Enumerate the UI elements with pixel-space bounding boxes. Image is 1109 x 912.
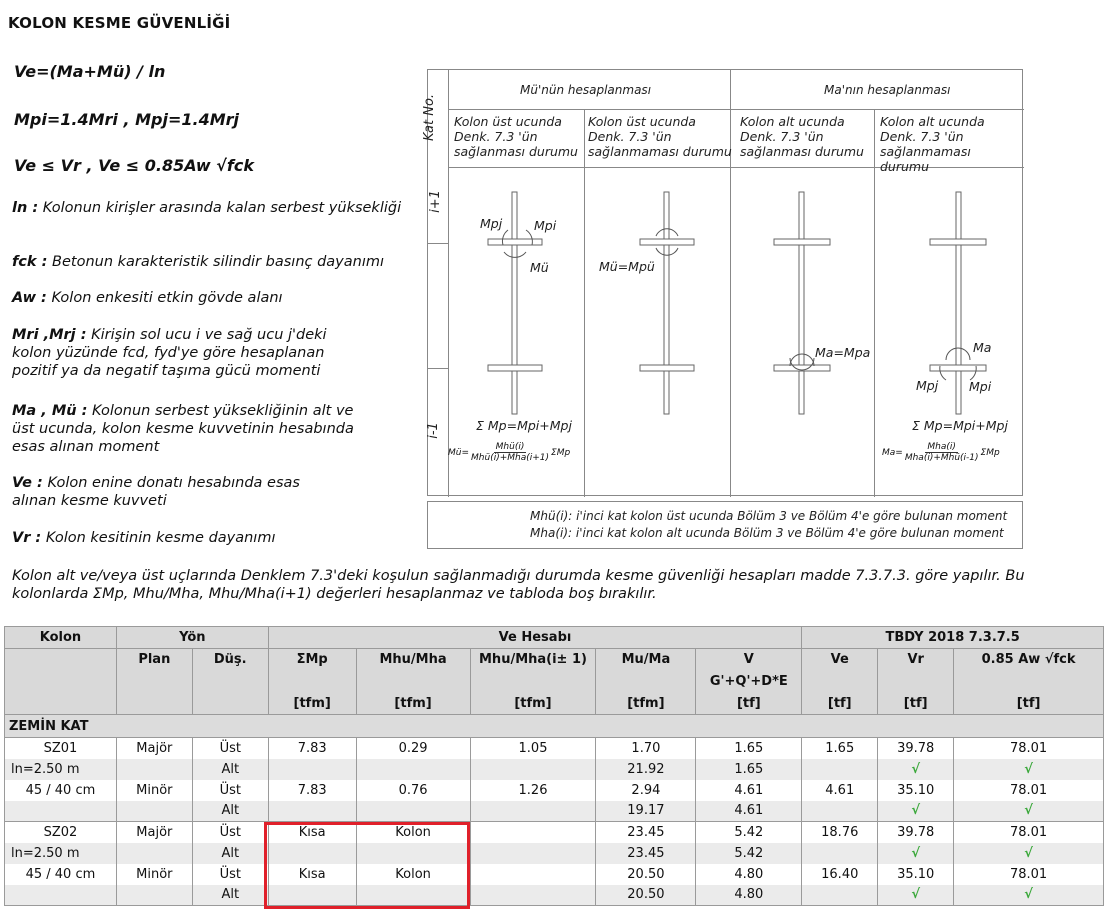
table-cell: Kısa [268, 822, 356, 843]
def-vr: Vr : Kolon kesitinin kesme dayanımı [12, 530, 276, 546]
table-sub-header [5, 649, 1104, 671]
table-cell: 21.92 [596, 759, 696, 780]
table-row [5, 738, 1104, 759]
table-cell: 1.65 [802, 738, 878, 759]
th-vr: Vr [878, 649, 954, 671]
table-cell: Alt [192, 759, 268, 780]
table-cell [470, 885, 596, 906]
table-cell: ln=2.50 m [5, 843, 117, 864]
table-cell: 35.10 [878, 864, 954, 885]
th-kolon: Kolon [5, 627, 117, 649]
table-cell: 4.61 [696, 801, 802, 822]
th-plan: Plan [116, 649, 192, 671]
table-cell: √ [954, 801, 1104, 822]
table-cell: 2.94 [596, 780, 696, 801]
th-yon: Yön [116, 627, 268, 649]
formula-vr: Ve ≤ Vr , Ve ≤ 0.85Aw √fck [14, 156, 254, 175]
table-cell: 23.45 [596, 843, 696, 864]
table-cell: Üst [192, 780, 268, 801]
table-cell: √ [878, 801, 954, 822]
table-cell: √ [954, 843, 1104, 864]
table-cell: 19.17 [596, 801, 696, 822]
table-cell: 1.65 [696, 738, 802, 759]
legend-mha: Mha(i): i'inci kat kolon alt ucunda Bölüm 3 ve Bölüm 4'e göre bulunan moment [530, 526, 1004, 540]
fraction-ma: Ma= Mha(i) Mha(i)+Mhü(i-1) ΣMp [882, 442, 1000, 463]
table-cell: 1.05 [470, 738, 596, 759]
table-row [5, 759, 1104, 780]
unit-vr: [tf] [878, 693, 954, 715]
table-cell: 35.10 [878, 780, 954, 801]
col1-header: Kolon üst ucunda Denk. 7.3 'ün sağlanması durumu [454, 114, 578, 159]
table-cell: Majör [116, 822, 192, 843]
sum-mp-right: Σ Mp=Mpi+Mpj [912, 418, 1008, 433]
row-label-bottom: i-1 [425, 422, 441, 439]
table-cell: 45 / 40 cm [5, 864, 117, 885]
unit-085aw: [tf] [954, 693, 1104, 715]
label-ma: Ma [973, 340, 992, 355]
fraction-mu: Mü= Mhü(i) Mhü(i)+Mha(i+1) ΣMp [448, 442, 571, 463]
th-mhu-mha: Mhu/Mha [356, 649, 470, 671]
table-cell [116, 885, 192, 906]
table-row [5, 801, 1104, 822]
shear-table [4, 626, 1104, 906]
table-cell [470, 822, 596, 843]
label-ma-eq: Ma=Mpa [815, 345, 871, 360]
table-cell: Minör [116, 864, 192, 885]
table-group-header [5, 627, 1104, 649]
table-cell: 18.76 [802, 822, 878, 843]
table-cell: 78.01 [954, 780, 1104, 801]
table-cell: √ [954, 885, 1104, 906]
kat-no-label: Kat No. [422, 93, 438, 142]
def-mr: Mri ,Mrj : Kirişin sol ucu i ve sağ ucu j'deki kolon yüzünde fcd, fyd'ye göre hesaplanan pozitif ya da negatif taşıma gücü momenti [12, 327, 327, 379]
unit-mu: [tfm] [596, 693, 696, 715]
table-cell [470, 843, 596, 864]
table-cell [5, 885, 117, 906]
table-cell [5, 801, 117, 822]
table-cell: 4.61 [802, 780, 878, 801]
unit-smp: [tfm] [268, 693, 356, 715]
table-cell: 78.01 [954, 822, 1104, 843]
table-cell: 1.70 [596, 738, 696, 759]
table-cell: SZ02 [5, 822, 117, 843]
col3-header: Kolon alt ucunda Denk. 7.3 'ün sağlanması durumu [740, 114, 864, 159]
table-cell [470, 864, 596, 885]
th-085aw: 0.85 Aw √fck [954, 649, 1104, 671]
table-cell: 4.80 [696, 864, 802, 885]
section-zemin-kat: ZEMİN KAT [5, 715, 1104, 738]
section-row [5, 715, 1104, 738]
unit-ve: [tf] [802, 693, 878, 715]
table-cell [802, 843, 878, 864]
table-cell: Alt [192, 801, 268, 822]
table-cell: √ [954, 759, 1104, 780]
table-cell [356, 759, 470, 780]
def-ve: Ve : Kolon enine donatı hesabında esas alınan kesme kuvveti [12, 475, 300, 509]
th-tbdy: TBDY 2018 7.3.7.5 [802, 627, 1104, 649]
legend-mhu: Mhü(i): i'inci kat kolon üst ucunda Bölüm 3 ve Bölüm 4'e göre bulunan moment [530, 509, 1008, 523]
table-cell: 39.78 [878, 738, 954, 759]
table-cell: 1.65 [696, 759, 802, 780]
col2-header: Kolon üst ucunda Denk. 7.3 'ün sağlanmaması durumu [588, 114, 732, 159]
table-cell: 39.78 [878, 822, 954, 843]
col4-header: Kolon alt ucunda Denk. 7.3 'ün sağlanmaması durumu [880, 114, 985, 174]
diagram-legend [427, 501, 1023, 549]
table-cell: 16.40 [802, 864, 878, 885]
label-mpi-2: Mpi [969, 379, 992, 394]
table-cell [802, 801, 878, 822]
table-cell: 4.80 [696, 885, 802, 906]
table-cell [116, 801, 192, 822]
table-cell: Alt [192, 843, 268, 864]
table-cell: 4.61 [696, 780, 802, 801]
table-cell: Üst [192, 822, 268, 843]
table-cell: 0.29 [356, 738, 470, 759]
note-paragraph: Kolon alt ve/veya üst uçlarında Denklem 7.3'deki koşulun sağlanmadığı durumda kesme güvenliği hesapları madde 7.3.7.3. göre yapılır. Bu kolonlarda ΣMp, Mhu/Mha, Mhu/Mha(i+1) değerleri hesaplanmaz ve tabloda boş bırakılır. [12, 568, 1025, 602]
table-cell: √ [878, 843, 954, 864]
table-cell: 5.42 [696, 843, 802, 864]
table-body [5, 738, 1104, 906]
table-cell: Kısa [268, 864, 356, 885]
label-mpj: Mpj [480, 216, 503, 231]
th-mu-ma: Mu/Ma [596, 649, 696, 671]
formula-mp: Mpi=1.4Mri , Mpj=1.4Mrj [14, 110, 240, 129]
table-cell: 78.01 [954, 738, 1104, 759]
row-label-top: i+1 [427, 190, 443, 213]
table-row [5, 822, 1104, 843]
def-fck: fck : Betonun karakteristik silindir basınç dayanımı [12, 254, 385, 270]
table-cell: 5.42 [696, 822, 802, 843]
mu-header: Mü'nün hesaplanması [520, 83, 652, 97]
unit-mhu: [tfm] [356, 693, 470, 715]
table-cell: 23.45 [596, 822, 696, 843]
table-cell [268, 759, 356, 780]
table-cell: Minör [116, 780, 192, 801]
table-cell: Kolon [356, 864, 470, 885]
label-mu: Mü [530, 260, 549, 275]
label-mpj-2: Mpj [916, 378, 939, 393]
table-units [5, 693, 1104, 715]
table-cell [470, 759, 596, 780]
table-cell [802, 759, 878, 780]
table-row [5, 864, 1104, 885]
table-cell [802, 885, 878, 906]
table-cell: Üst [192, 738, 268, 759]
table-cell [470, 801, 596, 822]
th-smp: ΣMp [268, 649, 356, 671]
unit-mhu-i1: [tfm] [470, 693, 596, 715]
table-cell: 20.50 [596, 885, 696, 906]
table-cell [356, 801, 470, 822]
ma-header: Ma'nın hesaplanması [824, 83, 951, 97]
table-cell: 1.26 [470, 780, 596, 801]
sum-mp-left: Σ Mp=Mpi+Mpj [476, 418, 572, 433]
th-v-sub: G'+Q'+D*E [696, 671, 802, 693]
table-cell: Üst [192, 864, 268, 885]
table-cell [116, 843, 192, 864]
table-cell: Alt [192, 885, 268, 906]
table-cell: Majör [116, 738, 192, 759]
table-v-sub [5, 671, 1104, 693]
table-cell: 20.50 [596, 864, 696, 885]
th-dus: Düş. [192, 649, 268, 671]
th-ve-col: Ve [802, 649, 878, 671]
moment-diagram [422, 69, 1023, 496]
table-cell: Kolon [356, 822, 470, 843]
formula-ve: Ve=(Ma+Mü) / ln [14, 62, 166, 81]
label-mpi: Mpi [534, 218, 557, 233]
unit-v: [tf] [696, 693, 802, 715]
def-ma: Ma , Mü : Kolonun serbest yüksekliğinin alt ve üst ucunda, kolon kesme kuvvetinin hesabında esas alınan moment [12, 403, 354, 455]
th-v: V [696, 649, 802, 671]
table-cell: ln=2.50 m [5, 759, 117, 780]
def-ln: ln : Kolonun kirişler arasında kalan serbest yüksekliği [12, 200, 402, 216]
table-cell: 7.83 [268, 780, 356, 801]
table-cell: √ [878, 759, 954, 780]
def-aw: Aw : Kolon enkesiti etkin gövde alanı [12, 290, 283, 306]
table-cell [268, 801, 356, 822]
table-row [5, 885, 1104, 906]
table-cell: 45 / 40 cm [5, 780, 117, 801]
page-title: KOLON KESME GÜVENLİĞİ [8, 14, 231, 32]
table-row [5, 780, 1104, 801]
th-mhu-mha-i1: Mhu/Mha(i± 1) [470, 649, 596, 671]
highlight-box [264, 822, 470, 909]
table-cell [116, 759, 192, 780]
label-mu-eq: Mü=Mpü [599, 259, 655, 274]
th-ve: Ve Hesabı [268, 627, 802, 649]
table-cell: 78.01 [954, 864, 1104, 885]
table-cell: √ [878, 885, 954, 906]
table-cell: 7.83 [268, 738, 356, 759]
table-cell: 0.76 [356, 780, 470, 801]
table-row [5, 843, 1104, 864]
table-cell: SZ01 [5, 738, 117, 759]
